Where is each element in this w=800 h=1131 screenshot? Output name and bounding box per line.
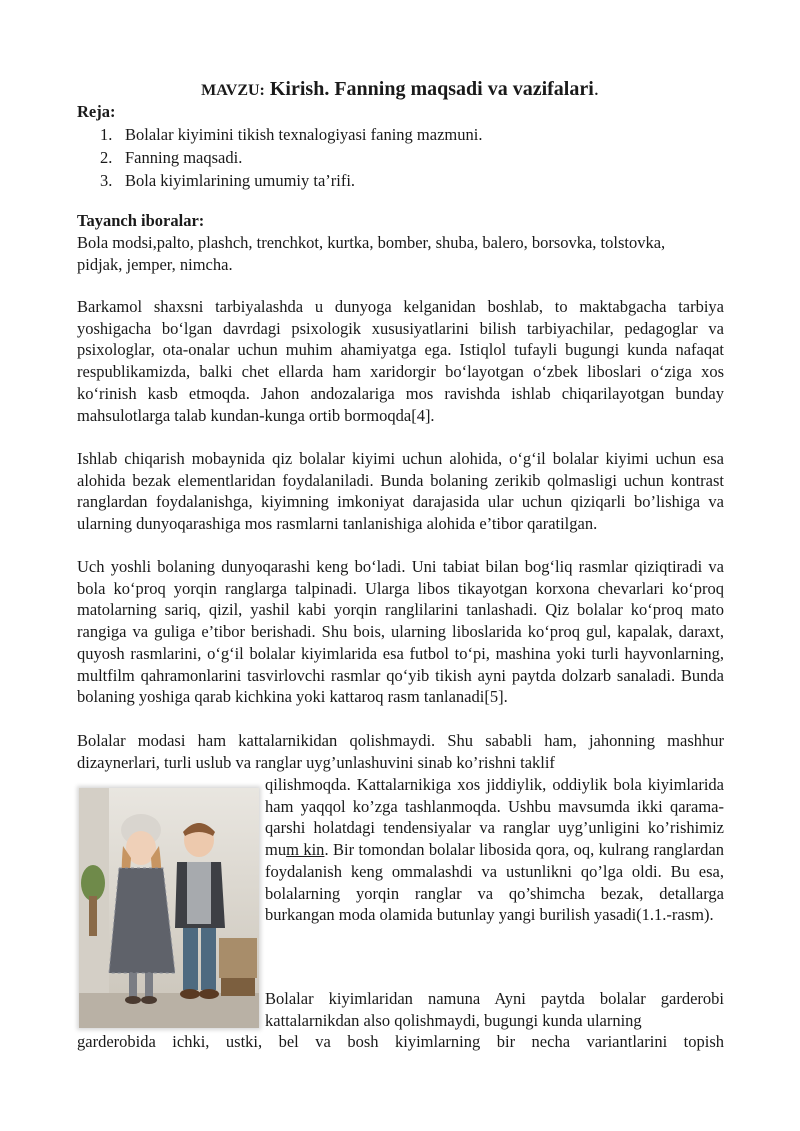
list-item: 2. Fanning maqsadi. (100, 148, 243, 167)
paragraph-1: Barkamol shaxsni tarbiyalashda u dunyoga kelganidan boshlab, to maktabgacha tarbiya yoshigacha bo‘lgan davrdagi psixologik xususiyatlarini bilish tarbiyachilar, pedagoglar va psixologlar, ota-onalar uchun muhim ahamiyatga ega. Istiqlol tufayli bugungi kunda nafaqat respublikamizda, balki chet ellarda ham xaridorgir bo‘layotgan o‘zbek liboslari o‘ziga xos ko‘rinish kasb etmoqda. Jahon andozalariga mos ravishda ishlab chiqarilayotgan bunday mahsulotlarga talab kundan-kunga ortib bormoqda[4]. (77, 297, 724, 425)
page-title (0, 76, 800, 104)
paragraph-5-last-line: garderobida ichki, ustki, bel va bosh kiyimlarning bir necha variantlarini topish (77, 1032, 724, 1051)
title-period: . (593, 78, 599, 100)
paragraph-5: Bolalar kiyimlaridan namuna Ayni paytda bolalar garderobi kattalarnikdan also qolishmaydi, bugungi kunda ularning (265, 989, 724, 1030)
paragraph-2: Ishlab chiqarish mobaynida qiz bolalar kiyimi uchun alohida, o‘g‘il bolalar kiyimi uchun esa alohida bezak elementlaridan foydalaniladi. Bunda bolaning zerikib qolmasligi uchun kontrast ranglardan foydalanishga, kiyimning imkoniyat darajasida ular uchun qiziqarli bo’lishiga va ularning dunyoqarashiga mos rasmlarni tanlanishiga alohida e’tibor qaratilgan. (77, 449, 724, 534)
keywords-heading: Tayanch iboralar: (77, 211, 205, 230)
title-label: MAVZU: (201, 82, 265, 99)
children-fashion-photo (79, 788, 259, 1028)
paragraph-4-continued: qilishmoqda. Kattalarnikiga xos jiddiylik, oddiylik bola kiyimlarida ham yaqqol ko’zga tashlanmoqda. Ushbu mavsumda ikki qarama-qarshi holatdagi tendensiyalar va ranglar uyg’unligini ko’rishimiz mum kin. Bir tomondan bolalar libosida qora, oq, kulrang ranglardan foydalanish keng ommalashdi va ustunlikni qo’lga oldi. Bu esa, bolalarning yorqin ranglar va qo’shimcha bezak, detallarga burkangan moda olamida butunlay yangi burilish yasadi(1.1.-rasm). (265, 775, 725, 925)
plan-list (100, 123, 482, 192)
title-text: Kirish. Fanning maqsadi va vazifalari (269, 78, 594, 100)
underlined-word: m kin (286, 840, 325, 860)
list-item: 1. Bolalar kiyimini tikish texnalogiyasi faning mazmuni. (100, 125, 483, 144)
plan-heading: Reja: (77, 102, 116, 121)
paragraph-4-intro: Bolalar modasi ham kattalarnikidan qolishmaydi. Shu sababli ham, jahonning mashhur dizaynerlari, turli uslub va ranglar uyg’unlashuvini sinab ko’rishni taklif (77, 731, 724, 772)
paragraph-3: Uch yoshli bolaning dunyoqarashi keng bo‘ladi. Uni tabiat bilan bog‘liq rasmlar qiziqtiradi va bola ko‘proq yorqin ranglarga talpinadi. Ularga libos tikayotgan korxona chevarlari ko‘proq matolarning sariq, qizil, yashil kabi yorqin ranglilarini tanlashadi. Qiz bolalar ko‘proq mato rangiga va guliga e’tibor berishadi. Shu bois, ularning liboslarida ko‘proq gul, kapalak, daraxt, quyosh rasmlarini, o‘g‘il bolalar kiyimlarida esa futbol to‘pi, mashina yoki turli hayvonlarning, multfilm qahramonlarini tasvirlovchi rasmlar qo‘yib tikish ayni paytda dolzarb sanaladi. Bunda bolaning yoshiga qarab kichkina yoki kattaroq rasm tanlanadi[5]. (77, 557, 724, 707)
keywords-text: Bola modsi,palto, plashch, trenchkot, kurtka, bomber, shuba, balero, borsovka, tolstovka, pidjak, jemper, nimcha. (77, 233, 666, 274)
list-item: 3. Bola kiyimlarining umumiy ta’rifi. (100, 171, 356, 190)
